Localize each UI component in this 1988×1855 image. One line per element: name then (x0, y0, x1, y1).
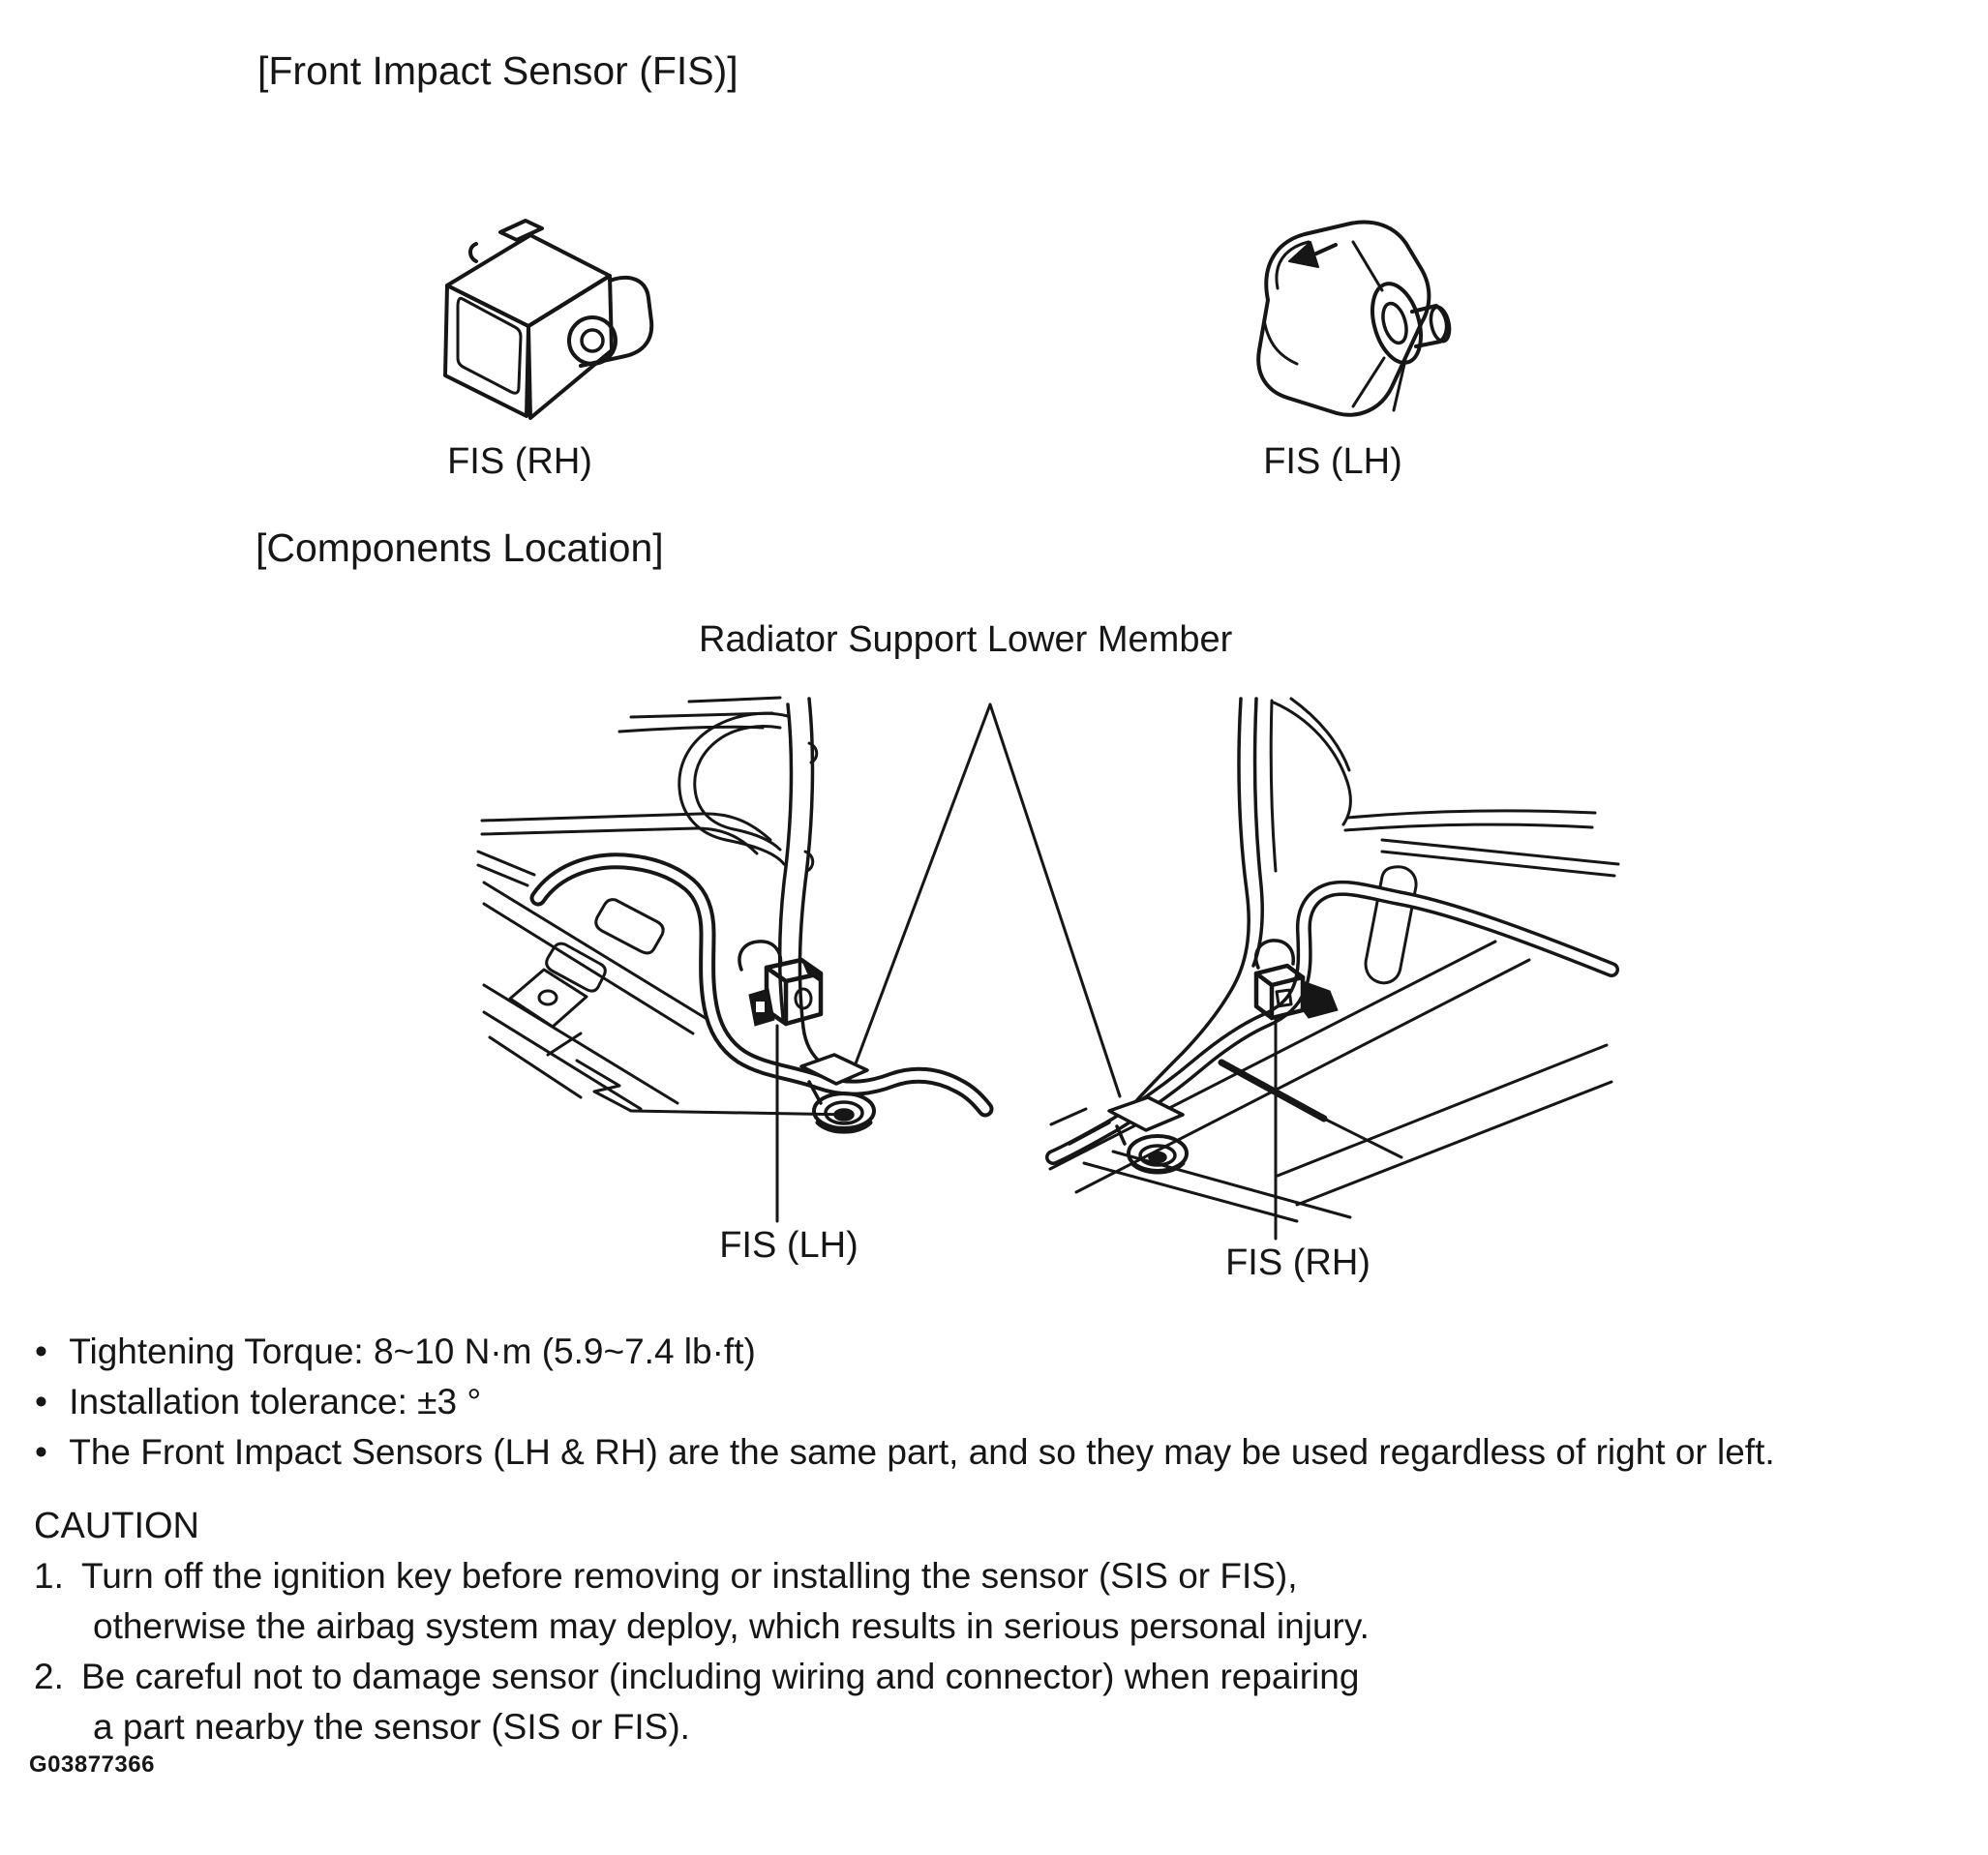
caution-item-2-line-1: Be careful not to damage sensor (including wiring and connector) when repairing (81, 1657, 1360, 1696)
radiator-support-pointer-lines (849, 704, 1120, 1096)
bullet-icon: • (35, 1331, 47, 1371)
bullet-note-tolerance (35, 1382, 481, 1422)
radiator-support-label: Radiator Support Lower Member (699, 619, 1233, 660)
components-location-diagram (445, 668, 1626, 1297)
fis-lh-figure-label: FIS (LH) (1263, 441, 1402, 482)
fis-lh-sensor-illustration (1244, 203, 1466, 445)
fis-rh-location-label: FIS (RH) (1225, 1242, 1371, 1283)
page-title: [Front Impact Sensor (FIS)] (257, 48, 738, 93)
fis-rh-sensor-illustration (416, 203, 687, 445)
caution-item-1-number: 1. (34, 1556, 64, 1596)
note-text: The Front Impact Sensors (LH & RH) are the same part, and so they may be used regardless of right or left. (69, 1432, 1775, 1472)
bullet-icon: • (35, 1382, 47, 1421)
note-text: Installation tolerance: ±3 ° (69, 1382, 482, 1421)
caution-item-2-line-2: a part nearby the sensor (SIS or FIS). (93, 1707, 690, 1747)
caution-item-1-line-1: Turn off the ignition key before removing or installing the sensor (SIS or FIS), (81, 1556, 1298, 1596)
caution-heading: CAUTION (34, 1506, 199, 1546)
components-location-heading: [Components Location] (256, 525, 664, 570)
bullet-note-same-part (35, 1432, 1775, 1473)
bullet-icon: • (35, 1432, 47, 1472)
caution-item-2-number: 2. (34, 1657, 64, 1696)
bullet-note-torque (35, 1331, 756, 1372)
fis-lh-location-label: FIS (LH) (719, 1225, 858, 1266)
left-frame-section (478, 698, 852, 1115)
caution-item-1-line-2: otherwise the airbag system may deploy, which results in serious personal injury. (93, 1606, 1370, 1646)
note-text: Tightening Torque: 8~10 N·m (5.9~7.4 lb·ft) (69, 1331, 756, 1371)
figure-id: G03877366 (29, 1751, 155, 1778)
fis-rh-figure-label: FIS (RH) (447, 441, 592, 482)
